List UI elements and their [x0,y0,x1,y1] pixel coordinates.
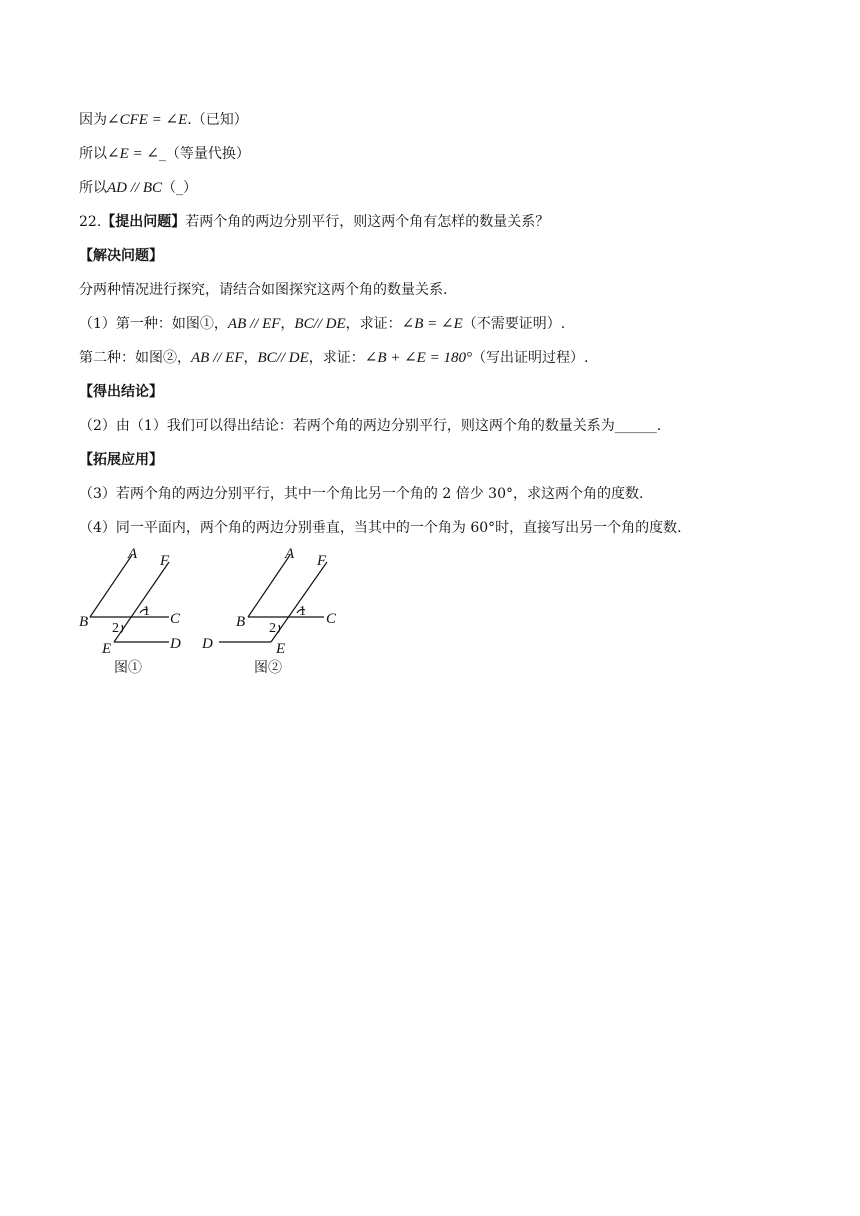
label-c: C [170,611,181,627]
line-ba [248,555,290,617]
text: ， [280,316,295,332]
text: （写出证明过程）. [471,350,589,366]
label-b: B [79,614,89,630]
math-expr: ∠E = ∠ [107,146,159,162]
text: （_） [162,180,197,196]
section-tag: 【提出问题】 [101,214,186,230]
figure-2-labels [201,546,337,657]
question-2: （2）由（1）我们可以得出结论：若两个角的两边分别平行，则这两个角的数量关系为______. [79,418,662,434]
question-3: （3）若两个角的两边分别平行，其中一个角比另一个角的 2 倍少 30°，求这两个角的度数. [79,486,644,502]
text: 第二种：如图②， [79,350,191,366]
case-1 [79,314,565,334]
label-f: F [317,553,327,569]
label-angle-1: 1 [299,604,306,619]
line-ba [90,555,132,617]
text: _（等量代换） [158,146,250,162]
text: （不需要证明）. [462,316,566,332]
label-f: F [160,553,170,569]
heading-conclude: 【得出结论】 [79,384,163,400]
figures [74,545,374,684]
math-expr: ∠B = ∠E [401,316,463,332]
text: 所以 [79,180,107,196]
math-expr: BC// DE [294,316,346,332]
text: 因为 [79,112,107,128]
label-angle-1: 1 [143,604,150,619]
math-expr: ∠CFE = ∠E [107,112,188,128]
caption-fig1: 图① [114,661,142,676]
caption-fig2: 图② [254,661,282,676]
label-d: D [170,636,181,652]
line-conclusion [79,178,197,198]
figure-1 [90,555,169,642]
case-2 [79,348,588,368]
text: ，求证： [345,316,402,332]
label-d: D [202,636,213,652]
math-expr: AD // BC [107,180,162,196]
text: ，求证： [308,350,365,366]
angle-2-arc [277,625,280,633]
text: （1）第一种：如图①， [79,316,228,332]
heading-extend: 【拓展应用】 [79,452,163,468]
label-a: A [128,546,138,562]
line-substitution [79,144,250,164]
intro-text: 分两种情况进行探究，请结合如图探究这两个角的数量关系. [79,282,448,298]
math-expr: BC// DE [257,350,309,366]
label-angle-2: 2 [269,621,276,636]
question-number: 22. [79,214,102,230]
heading-solve: 【解决问题】 [79,248,163,264]
figures-svg [74,545,374,680]
question-22 [79,212,549,232]
text: .（已知） [187,112,248,128]
question-text: 若两个角的两边分别平行，则这两个角有怎样的数量关系？ [185,214,550,230]
text: ， [243,350,258,366]
line-given [79,110,248,130]
label-c: C [326,611,337,627]
math-expr: AB // EF [191,350,244,366]
figure-1-labels [79,546,181,657]
question-4: （4）同一平面内，两个角的两边分别垂直，当其中的一个角为 60°时，直接写出另一个角的度数. [79,520,682,536]
text: 所以 [79,146,107,162]
label-e: E [102,641,112,657]
label-e: E [276,641,286,657]
math-expr: AB // EF [227,316,281,332]
label-angle-2: 2 [112,621,119,636]
label-a: A [285,546,295,562]
label-b: B [236,614,246,630]
math-expr: ∠B + ∠E = 180° [364,350,472,366]
